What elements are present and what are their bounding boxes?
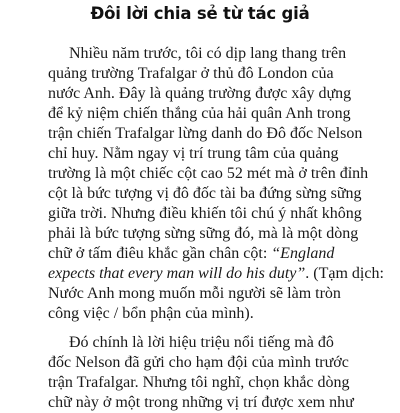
text-line: Nhiều năm trước, tôi có dịp lang thang trên: [69, 45, 347, 62]
paragraph-gap: [48, 324, 372, 333]
text-line: đốc Nelson đã gửi cho hạm đội của mình trước: [48, 354, 349, 371]
text-line: [48, 244, 372, 264]
text-line: Đó chính là lời hiệu triệu nổi tiếng mà đô: [69, 334, 334, 351]
quote-text: expects that every man will do his duty”: [48, 265, 306, 282]
page-title: Đôi lời chia sẻ từ tác giả: [90, 4, 310, 23]
text-line: phải là bức tượng sừng sững đó, mà là một dòng: [48, 225, 359, 242]
text-line: trường là một chiếc cột cao 52 mét mà ở trên đỉnh: [48, 165, 369, 182]
text-segment: . (Tạm dịch:: [305, 265, 384, 282]
text-segment: chữ ở tấm điêu khắc gần chân cột:: [48, 245, 272, 262]
text-line: chữ này ở một trong những vị trí được xem như: [48, 394, 354, 411]
text-line: trận chiến Trafalgar lừng danh do Đô đốc Nelson: [48, 125, 363, 142]
text-line: để kỷ niệm chiến thắng của hải quân Anh trong: [48, 105, 351, 122]
text-line: công việc / bổn phận của mình).: [48, 305, 254, 322]
text-line: cột là bức tượng vị đô đốc tài ba đứng sừng sững: [48, 185, 362, 202]
text-line: [48, 264, 384, 284]
body-text: [48, 44, 384, 413]
text-line: quảng trường Trafalgar ở thủ đô London của: [48, 65, 334, 82]
quote-text: “England: [271, 245, 335, 262]
text-line: chỉ huy. Nằm ngay vị trí trung tâm của quảng: [48, 145, 339, 162]
text-line: trận Trafalgar. Nhưng tôi nghĩ, chọn khắc dòng: [48, 374, 350, 391]
text-line: giữa trời. Nhưng điều khiến tôi chú ý nhất không: [48, 205, 362, 222]
text-line: Nước Anh mong muốn mỗi người sẽ làm tròn: [48, 285, 341, 302]
text-line: nước Anh. Đây là quảng trường được xây dựng: [48, 85, 352, 102]
